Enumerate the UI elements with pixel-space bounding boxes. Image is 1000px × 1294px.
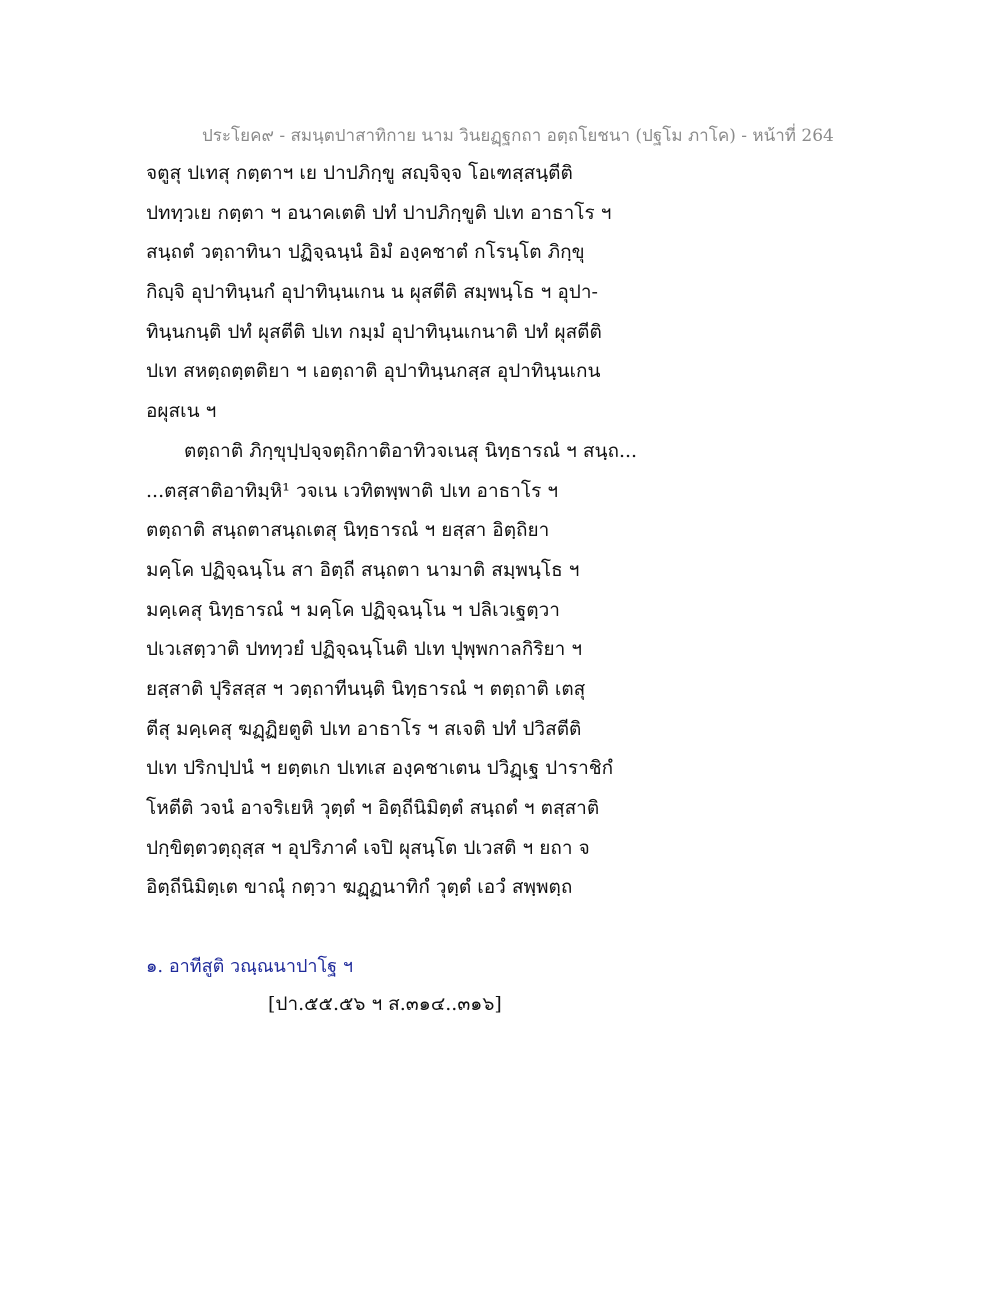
body-line: ปททฺวเย กตฺตา ฯ อนาคเตติ ปทํ ปาปภิกฺขูติ ปเท อาธาโร ฯ: [146, 201, 612, 224]
body-line: อผุสเน ฯ: [146, 400, 217, 423]
body-line: โหตีติ วจนํ อาจริเยหิ วุตฺตํ ฯ อิตฺถีนิมิตฺตํ สนฺถตํ ฯ ตสฺสาติ: [146, 797, 600, 819]
body-line: ปกฺขิตฺตวตฺถุสฺส ฯ อุปริภาคํ เจปิ ผุสนฺโต ปเวสติ ฯ ยถา จ: [146, 836, 590, 859]
body-line: สนฺถตํ วตฺถาทินา ปฏิจฺฉนฺนํ อิมํ องฺคชาตํ กโรนฺโต ภิกฺขุ: [146, 241, 585, 264]
paragraph-start-line: ตตฺถาติ ภิกฺขุปฺปจฺจตฺถิกาติอาทิวจเนสุ นิทฺธารณํ ฯ สนฺถ...: [184, 439, 638, 462]
page-reference: [ปา.๕๕.๕๖ ฯ ส.๓๑๔..๓๑๖]: [268, 993, 502, 1015]
body-line: ตตฺถาติ สนฺถตาสนฺถเตสุ นิทฺธารณํ ฯ ยสฺสา อิตฺถิยา: [146, 519, 550, 542]
body-line: มคฺโค ปฏิจฺฉนฺโน สา อิตฺถี สนฺถตา นามาติ สมฺพนฺโธ ฯ: [146, 558, 580, 581]
body-line: ยสฺสาติ ปุริสสฺส ฯ วตฺถาทีนนฺติ นิทฺธารณํ ฯ ตตฺถาติ เตสุ: [146, 677, 586, 700]
body-line: ปเท ปริกปฺปนํ ฯ ยตฺตเก ปเทเส องฺคชาเตน ปวิฏฺเฐ ปาราชิกํ: [146, 757, 614, 780]
body-line: กิญฺจิ อุปาทินฺนกํ อุปาทินฺนเกน น ผุสตีติ สมฺพนฺโธ ฯ อุปา-: [146, 281, 598, 304]
body-line: ปเวเสตฺวาติ ปททฺวยํ ปฏิจฺฉนฺโนติ ปเท ปุพฺพกาลกิริยา ฯ: [146, 638, 583, 661]
footnote: ๑. อาทีสูติ วณฺณนาปาโฐ ฯ: [146, 956, 353, 977]
body-line: ปเท สหตฺถตฺตติยา ฯ เอตฺถาติ อุปาทินฺนกสฺส อุปาทินฺนเกน: [146, 360, 601, 383]
body-line: ตีสุ มคฺเคสุ ฆฏฺฏิยตูติ ปเท อาธาโร ฯ สเจติ ปทํ ปวิสตีติ: [146, 717, 582, 740]
body-line: จตูสุ ปเทสุ กตฺตาฯ เย ปาปภิกฺขู สญฺจิจฺจ โอเฑสฺสนฺตีติ: [146, 162, 573, 184]
body-text: [146, 158, 866, 912]
body-line: ทินฺนกนฺติ ปทํ ผุสตีติ ปเท กมฺมํ อุปาทินฺนเกนาติ ปทํ ผุสตีติ: [146, 320, 602, 343]
body-line: อิตฺถีนิมิตฺเต ขาณุํ กตฺวา ฆฏฺฏนาทิกํ วุตฺตํ เอวํ สพฺพตฺถ: [146, 876, 573, 899]
body-line: ...ตสฺสาติอาทิมฺหิ¹ วจเน เวทิตพฺพาติ ปเท อาธาโร ฯ: [146, 479, 558, 502]
body-line: มคฺเคสุ นิทฺธารณํ ฯ มคฺโค ปฏิจฺฉนฺโน ฯ ปลิเวเฐตฺวา: [146, 598, 560, 621]
page-header: ประโยค๙ - สมนฺตปาสาทิกาย นาม วินยฏฺฐกถา อตฺถโยชนา (ปฐโม ภาโค) - หน้าที่ 264: [202, 126, 834, 146]
